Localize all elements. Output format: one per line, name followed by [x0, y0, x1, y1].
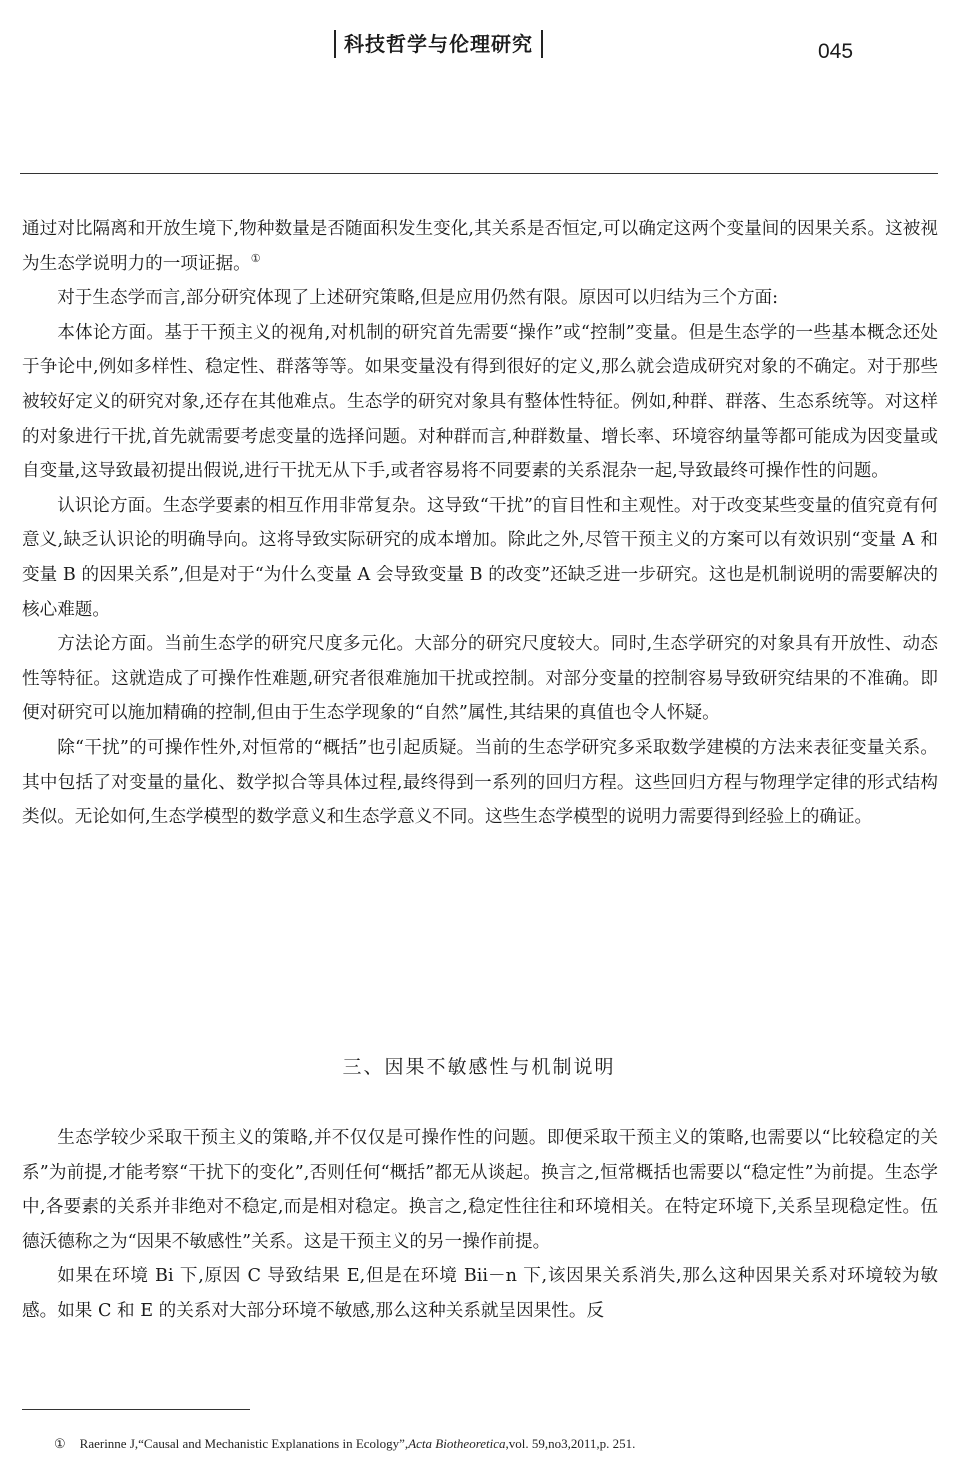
section-heading: 三、因果不敏感性与机制说明	[342, 1056, 616, 1078]
footnote	[54, 1436, 635, 1452]
paragraph: 除“干扰”的可操作性外,对恒常的“概括”也引起质疑。当前的生态学研究多采取数学建模的方法来表征变量关系。其中包括了对变量的量化、数学拟合等具体过程,最终得到一系列的回归方程。这些回归方程与物理学定律的形式结构类似。无论如何,生态学模型的数学意义和生态学意义不同。这些生态学模型的说明力需要得到经验上的确证。	[22, 737, 938, 828]
footnote-text: Raerinne J,“Causal and Mechanistic Explanations in Ecology”,	[79, 1436, 409, 1451]
paragraph: 生态学较少采取干预主义的策略,并不仅仅是可操作性的问题。即便采取干预主义的策略,也需要以“比较稳定的关系”为前提,才能考察“干扰下的变化”,否则任何“概括”都无从谈起。换言之,恒常概括也需要以“稳定性”为前提。生态学中,各要素的关系并非绝对不稳定,而是相对稳定。换言之,稳定性往往和环境相关。在特定环境下,关系呈现稳定性。伍德沃德称之为“因果不敏感性”关系。这是干预主义的另一操作前提。	[22, 1128, 938, 1252]
paragraph: 对于生态学而言,部分研究体现了上述研究策略,但是应用仍然有限。原因可以归结为三个方面:	[57, 288, 779, 309]
paragraph: 如果在环境 Bi 下,原因 C 导致结果 E,但是在环境 Bii－n 下,该因果关系消失,那么这种因果关系对环境较为敏感。如果 C 和 E 的关系对大部分环境不敏感,那么这种关系就呈因果性。反	[22, 1266, 938, 1321]
section-body-text	[22, 1121, 938, 1329]
body-text	[22, 212, 938, 835]
footnote-journal: Acta Biotheoretica	[408, 1436, 506, 1451]
paragraph: 本体论方面。基于干预主义的视角,对机制的研究首先需要“操作”或“控制”变量。但是生态学的一些基本概念还处于争论中,例如多样性、稳定性、群落等等。如果变量没有得到很好的定义,那么就会造成研究对象的不确定。对于那些被较好定义的研究对象,还存在其他难点。生态学的研究对象具有整体性特征。例如,种群、群落、生态系统等。对这样的对象进行干扰,首先就需要考虑变量的选择问题。对种群而言,种群数量、增长率、环境容纳量等都可能成为因变量或自变量,这导致最初提出假说,进行干扰无从下手,或者容易将不同要素的关系混杂一起,导致最终可操作性的问题。	[22, 322, 938, 482]
footnote-rule	[22, 1409, 250, 1410]
paragraph: 通过对比隔离和开放生境下,物种数量是否随面积发生变化,其关系是否恒定,可以确定这两个变量间的因果关系。这被视为生态学说明力的一项证据。①	[22, 219, 938, 274]
footnote-citation-details: ,vol. 59,no3,2011,p. 251.	[505, 1436, 636, 1451]
paragraph: 方法论方面。当前生态学的研究尺度多元化。大部分的研究尺度较大。同时,生态学研究的对象具有开放性、动态性等特征。这就造成了可操作性难题,研究者很难施加干扰或控制。对部分变量的控制容易导致研究结果的不准确。即便对研究可以施加精确的控制,但由于生态学现象的“自然”属性,其结果的真值也令人怀疑。	[22, 634, 938, 724]
header-rule	[20, 173, 938, 174]
footnote-mark: ①	[54, 1436, 66, 1451]
journal-section-title: 科技哲学与伦理研究	[334, 30, 543, 58]
footnote-reference[interactable]: ①	[250, 251, 261, 265]
paragraph: 认识论方面。生态学要素的相互作用非常复杂。这导致“干扰”的盲目性和主观性。对于改变某些变量的值究竟有何意义,缺乏认识论的明确导向。这将导致实际研究的成本增加。除此之外,尽管干预主义的方案可以有效识别“变量 A 和变量 B 的因果关系”,但是对于“为什么变量 A 会导致变量 B 的改变”还缺乏进一步研究。这也是机制说明的需要解决的核心难题。	[22, 495, 938, 620]
page-number: 045	[818, 40, 854, 63]
